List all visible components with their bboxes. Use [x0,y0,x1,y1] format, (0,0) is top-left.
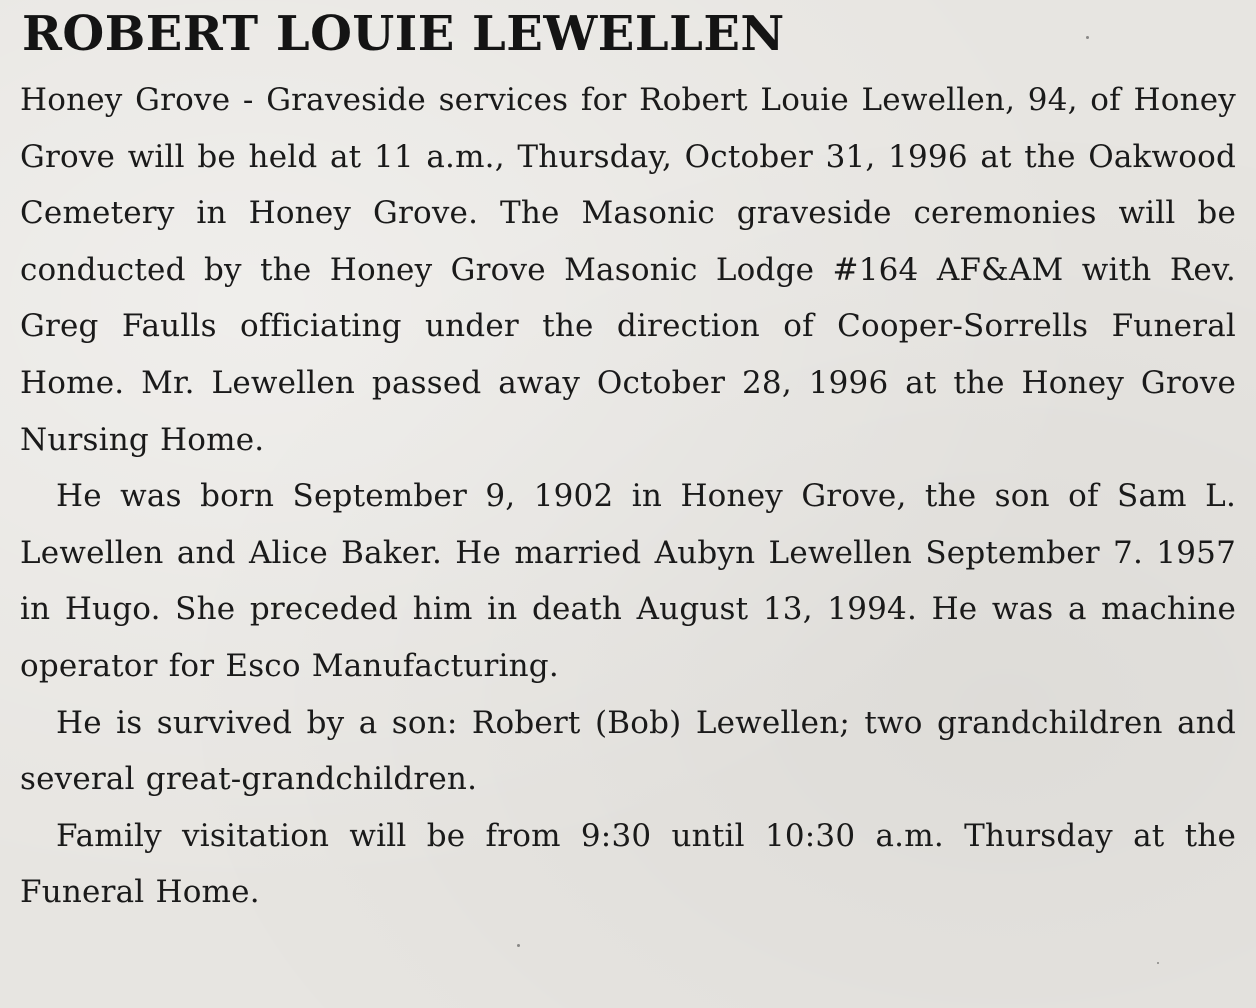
paragraph-survivors: He is survived by a son: Robert (Bob) Lewellen; two grandchildren and several great-grandchildren. [20,704,1236,798]
paper-speck [517,944,520,947]
paragraph-visitation: Family visitation will be from 9:30 until 10:30 a.m. Thursday at the Funeral Home. [20,817,1236,911]
paper-speck [1157,962,1159,964]
paper-speck [1086,36,1089,39]
obituary-body [20,72,1236,921]
paragraph-services: Honey Grove - Graveside services for Robert Louie Lewellen, 94, of Honey Grove will be held at 11 a.m., Thursday, October 31, 1996 at the Oakwood Cemetery in Honey Grove. The Masonic graveside ceremonies will be conducted by the Honey Grove Masonic Lodge #164 AF&AM with Rev. Greg Faulls officiating under the direction of Cooper-Sorrells Funeral Home. Mr. Lewellen passed away October 28, 1996 at the Honey Grove Nursing Home. [20,82,1236,458]
paragraph-biography: He was born September 9, 1902 in Honey Grove, the son of Sam L. Lewellen and Alice Baker. He married Aubyn Lewellen September 7. 1957 in Hugo. She preceded him in death August 13, 1994. He was a machine operator for Esco Manufacturing. [20,478,1236,684]
obituary-headline: ROBERT LOUIE LEWELLEN [22,6,785,62]
